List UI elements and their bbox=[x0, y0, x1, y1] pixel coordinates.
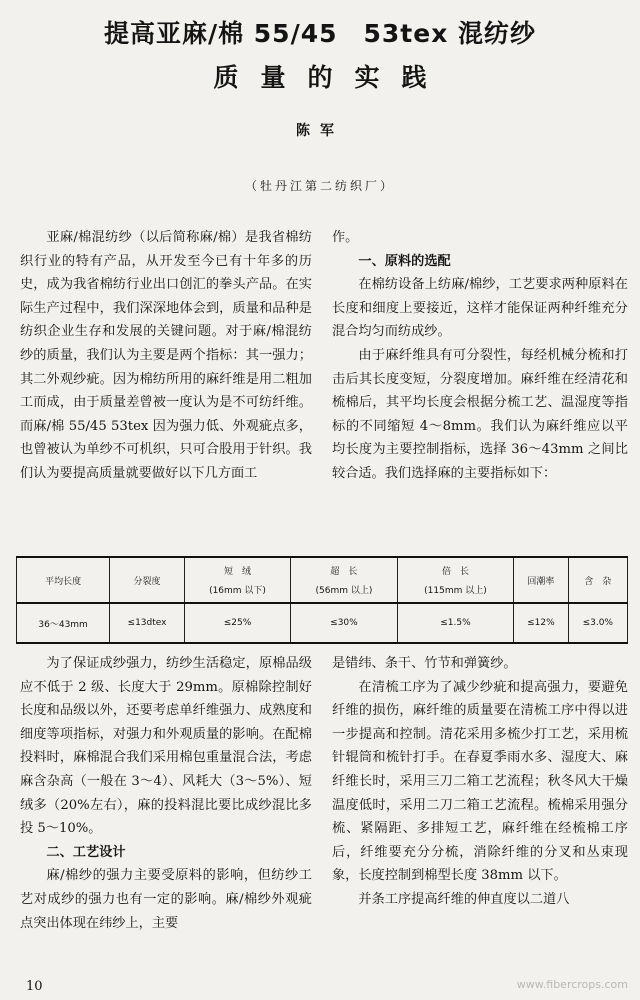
table-header-cell bbox=[184, 557, 290, 603]
header-label: 回潮率 bbox=[527, 576, 555, 587]
column-right-top bbox=[332, 226, 628, 486]
header-sublabel: (56mm 以上) bbox=[315, 586, 373, 596]
table-header-cell bbox=[110, 557, 185, 603]
continuation-text: 作。 bbox=[332, 230, 359, 245]
table-cell: ≤12% bbox=[514, 603, 568, 643]
table-cell: ≤3.0% bbox=[568, 603, 627, 643]
table-cell: 36～43mm bbox=[17, 603, 110, 643]
author-affiliation: （牡丹江第二纺织厂） bbox=[244, 179, 395, 193]
header-label: 倍 长 bbox=[441, 567, 469, 577]
table-cell: ≤1.5% bbox=[397, 603, 514, 643]
section-heading-raw-materials: 一、原料的选配 bbox=[358, 253, 451, 269]
table-header-cell bbox=[514, 557, 568, 603]
header-label: 超 长 bbox=[330, 567, 358, 577]
table-header-cell bbox=[568, 557, 627, 603]
paragraph: 由于麻纤维具有可分裂性，每经机械分梳和打击后其长度变短，分裂度增加。麻纤维在经清花和梳棉后，其平均长度会根据分梳工艺、温湿度等指标的不同缩短 4～8mm。我们认为麻纤维应以平均长度为主要控制指标，选择 36～43mm 之间比较合适。我们选择麻的主要指标如下： bbox=[332, 347, 628, 481]
table-header-cell bbox=[291, 557, 397, 603]
paragraph: 为了保证成纱强力，纺纱生活稳定，原棉品级应不低于 2 级、长度大于 29mm。原棉除控制好长度和品级以外，还要考虑单纤维强力、成熟度和细度等项指标，对强力和外观质量的影响。在配棉投料时，麻棉混合我们采用棉包重量混合法，考虑麻含杂高（一般在 3～4）、风耗大（3～5%）、短绒多（20%左右），麻的投料混比要比成纱混比多投 5～10%。 bbox=[20, 656, 312, 837]
header-label: 短 绒 bbox=[224, 567, 252, 577]
table-cell: ≤25% bbox=[184, 603, 290, 643]
table-header-cell bbox=[17, 557, 110, 603]
column-left-bottom bbox=[20, 652, 312, 935]
paragraph: 麻/棉纱的强力主要受原料的影响，但纺纱工艺对成纱的强力也有一定的影响。麻/棉纱外观疵点突出体现在纬纱上，主要 bbox=[20, 868, 312, 931]
article-title-line1: 提高亚麻/棉 55/45 53tex 混纺纱 bbox=[103, 19, 537, 48]
author-name: 陈军 bbox=[296, 123, 344, 139]
paragraph: 在清梳工序为了减少纱疵和提高强力，要避免纤维的损伤，麻纤维的质量要在清梳工序中得以进一步提高和控制。清花采用多梳少打工艺，采用梳针辊筒和梳针打手。在春夏季雨水多、湿度大、麻纤维长时，采用三刀二箱工艺流程；秋冬风大干燥温度低时，采用二刀二箱工艺流程。梳棉采用强分梳、紧隔距、多排短工艺，麻纤维在经梳棉工序后，纤维要充分分梳，消除纤维的分叉和丛束现象，长度控制到棉型长度 38mm 以下。 bbox=[332, 679, 628, 884]
table-cell: ≤30% bbox=[291, 603, 397, 643]
header-label: 平均长度 bbox=[45, 576, 82, 587]
table-header-cell bbox=[397, 557, 514, 603]
header-label: 含 杂 bbox=[584, 576, 612, 587]
header-label: 分裂度 bbox=[133, 576, 161, 587]
column-right-bottom bbox=[332, 652, 628, 912]
watermark-text: www.fibercrops.com bbox=[516, 978, 628, 991]
article-title-line2: 质量的实践 bbox=[213, 63, 449, 92]
paragraph: 并条工序提高纤维的伸直度以二道八 bbox=[358, 891, 570, 907]
header-sublabel: (115mm 以上) bbox=[424, 586, 487, 596]
section-heading-process-design: 二、工艺设计 bbox=[46, 844, 126, 860]
table-header-row bbox=[17, 557, 628, 603]
column-left-top bbox=[20, 226, 312, 486]
table-row bbox=[17, 603, 628, 643]
header-sublabel: (16mm 以下) bbox=[209, 586, 266, 596]
continuation-text: 是错纬、条干、竹节和弹簧纱。 bbox=[332, 656, 517, 671]
flax-spec-table bbox=[16, 556, 628, 644]
page-number: 10 bbox=[26, 979, 43, 994]
intro-paragraph: 亚麻/棉混纺纱（以后简称麻/棉）是我省棉纺织行业的特有产品，从开发至今已有十年多的历史，成为我省棉纺行业出口创汇的拳头产品。在实际生产过程中，我们深深地体会到，质量和品种是纺织企业生存和发展的关键问题。对于麻/棉混纺纱的质量，我们认为主要是两个指标：其一强力；其二外观纱疵。因为棉纺所用的麻纤维是用二粗加工而成，由于质量差曾被一度认为是不可纺纤维。而麻/棉 55/45 53tex 因为强力低、外观疵点多，也曾被认为单纱不可机织，只可合股用于针织。我们认为要提高质量就要做好以下几方面工 bbox=[20, 230, 312, 481]
paragraph: 在棉纺设备上纺麻/棉纱，工艺要求两种原料在长度和细度上要接近，这样才能保证两种纤维充分混合均匀而纺成纱。 bbox=[332, 277, 628, 340]
table-cell: ≤13dtex bbox=[110, 603, 185, 643]
